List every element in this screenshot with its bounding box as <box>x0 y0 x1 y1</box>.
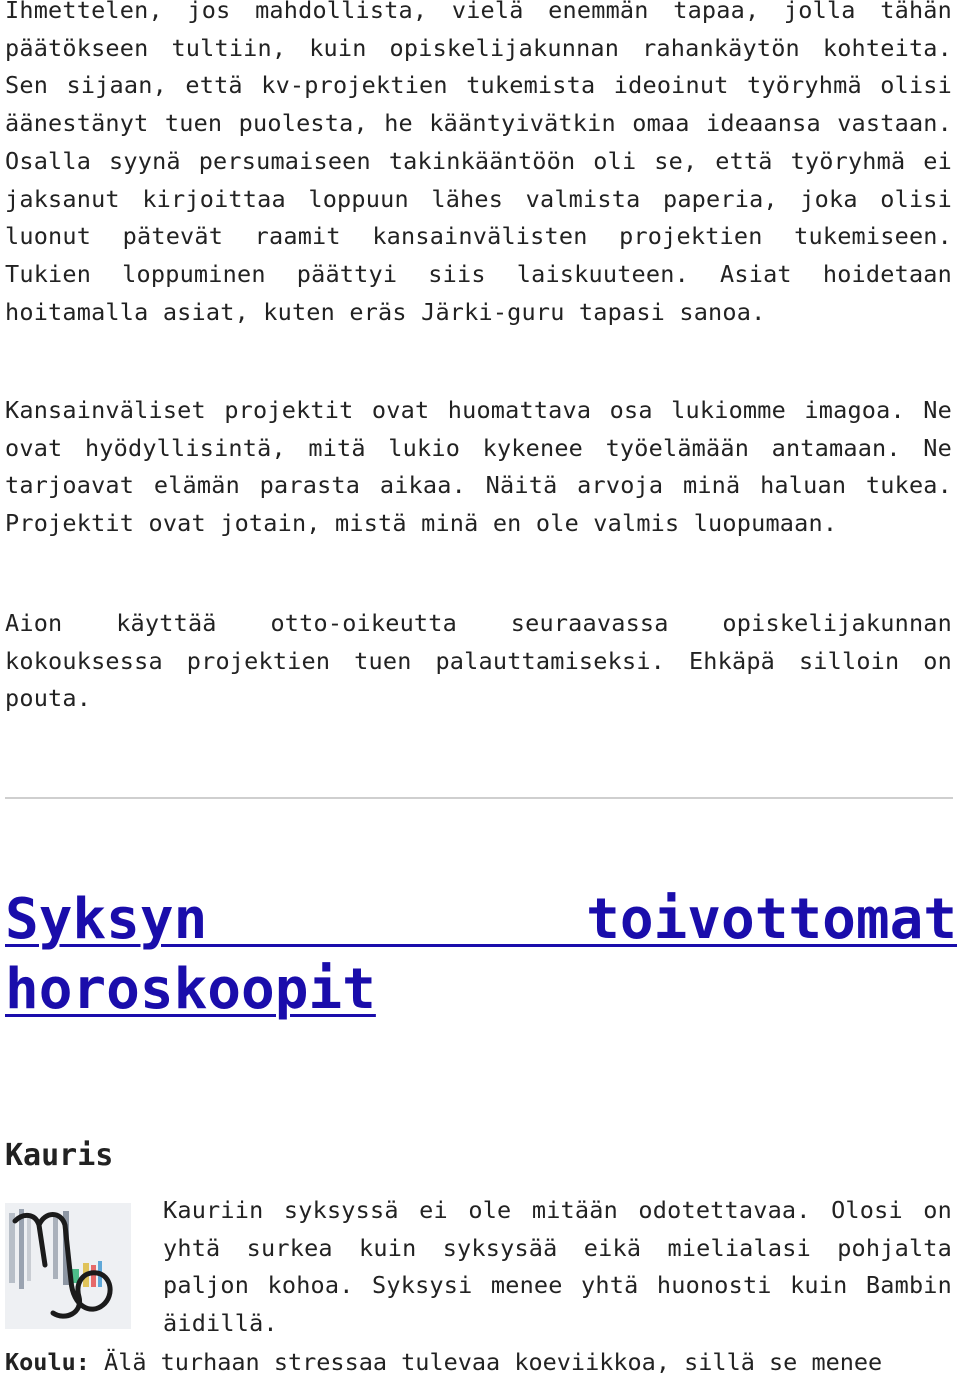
sign-description: Kauriin syksyssä ei ole mitään odotettavaa. Olosi on yhtä surkea kuin syksysää eikä mielialasi pohjalta paljon kohoa. Syksysi menee yhtä huonosti kuin Bambin äidillä. <box>163 1196 952 1338</box>
school-line <box>5 1344 960 1382</box>
post-title <box>5 885 957 1025</box>
intro-paragraph-2: Kansainväliset projektit ovat huomattava osa lukiomme imagoa. Ne ovat hyödyllisintä, mitä lukio kykenee työelämään antamaan. Ne tarjoavat elämän parasta aikaa. Näitä arvoja minä haluan tukea. Projektit ovat jotain, mistä minä en ole valmis luopumaan. <box>5 396 952 538</box>
post-title-link[interactable]: Syksyn toivottomat horoskoopit <box>5 887 957 1022</box>
capricorn-icon <box>5 1203 131 1329</box>
school-text: Älä turhaan stressaa tulevaa koeviikkoa, sillä se menee <box>104 1348 883 1376</box>
sign-heading: Kauris <box>5 1138 114 1173</box>
post-divider <box>5 797 953 799</box>
school-label: Koulu: <box>5 1348 90 1376</box>
intro-paragraph-1: Ihmettelen, jos mahdollista, vielä enemmän tapaa, jolla tähän päätökseen tultiin, kuin opiskelijakunnan rahankäytön kohteita. Sen sijaan, että kv-projektien tukemista ideoinut työryhmä olisi äänestänyt tuen puolesta, he kääntyivätkin omaa ideaansa vastaan. Osalla syynä persumaiseen takinkääntöön oli se, että työryhmä ei jaksanut kirjoittaa loppuun lähes valmista paperia, joka olisi luonut pätevät raamit kansainvälisten projektien tukemiseen. Tukien loppuminen päättyi siis laiskuuteen. Asiat hoidetaan hoitamalla asiat, kuten eräs Järki-guru tapasi sanoa. <box>5 0 952 326</box>
intro-paragraph-3: Aion käyttää otto-oikeutta seuraavassa opiskelijakunnan kokouksessa projektien tuen palauttamiseksi. Ehkäpä silloin on pouta. <box>5 609 952 713</box>
